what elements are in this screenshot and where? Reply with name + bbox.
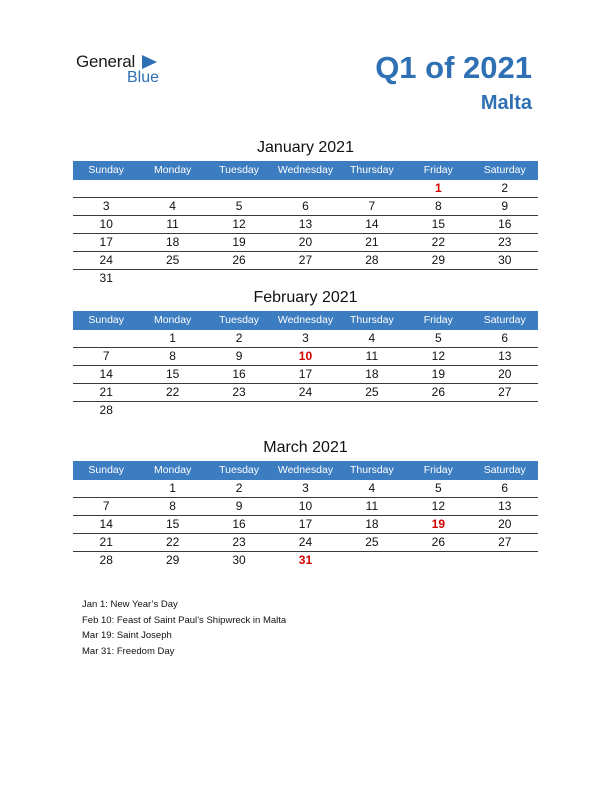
day-cell: [139, 180, 205, 197]
holiday-entry: Feb 10: Feast of Saint Paul’s Shipwreck in Malta: [82, 614, 287, 626]
day-cell: 24: [298, 385, 313, 399]
day-cell: [339, 270, 405, 287]
day-cell: 14: [99, 517, 113, 531]
day-cell: 21: [99, 535, 113, 549]
day-cell: 6: [501, 331, 509, 345]
day-cell: [206, 270, 272, 287]
day-cell: 22: [431, 235, 445, 249]
day-cell: [206, 402, 272, 419]
holiday-day-cell: 31: [298, 553, 313, 567]
day-cell: 23: [232, 535, 246, 549]
brand-logo: [76, 52, 176, 92]
day-cell: 29: [431, 253, 445, 267]
day-cell: 18: [165, 235, 180, 249]
weekday-label: Saturday: [483, 464, 526, 476]
weekday-label: Saturday: [483, 164, 526, 176]
day-cell: [405, 270, 471, 287]
day-cell: 15: [165, 367, 180, 381]
day-cell: 21: [99, 385, 113, 399]
weekday-header: [73, 461, 538, 480]
day-cell: 14: [99, 367, 113, 381]
week-row: [73, 348, 538, 366]
day-cell: 28: [99, 403, 113, 417]
holiday-list: [82, 597, 286, 659]
day-cell: 11: [365, 349, 379, 363]
day-cell: 5: [434, 331, 442, 345]
weekday-label: Tuesday: [219, 464, 259, 476]
day-cell: 8: [169, 499, 176, 513]
day-cell: 30: [498, 253, 512, 267]
day-cell: 3: [302, 481, 309, 495]
weekday-label: Tuesday: [219, 314, 259, 326]
day-cell: [206, 180, 272, 197]
day-cell: 30: [232, 553, 246, 567]
weekday-label: Tuesday: [219, 164, 259, 176]
month-calendar: [73, 287, 538, 419]
day-cell: [472, 270, 538, 287]
day-cell: 27: [498, 535, 512, 549]
week-row: [73, 330, 538, 348]
day-cell: 16: [232, 367, 246, 381]
holiday-day-cell: 10: [298, 349, 313, 363]
day-cell: 6: [501, 481, 509, 495]
day-cell: 1: [169, 331, 176, 345]
country-subtitle: Malta: [480, 92, 532, 114]
day-cell: 19: [431, 367, 445, 381]
weekday-label: Monday: [153, 464, 192, 476]
day-cell: 15: [431, 217, 445, 231]
holiday-entry: Jan 1: New Year’s Day: [82, 599, 178, 610]
weekday-label: Friday: [423, 314, 453, 326]
week-row: [73, 234, 538, 252]
week-row: [73, 534, 538, 552]
day-cell: 12: [232, 217, 246, 231]
week-row: [73, 480, 538, 498]
day-cell: 2: [235, 481, 243, 495]
week-row: [73, 498, 538, 516]
day-cell: 25: [165, 253, 180, 267]
week-row: [73, 252, 538, 270]
weekday-label: Thursday: [350, 164, 394, 176]
logo-general-text: General: [76, 52, 136, 71]
logo-triangle-icon: [142, 55, 157, 69]
day-cell: 22: [165, 535, 180, 549]
week-row: [73, 216, 538, 234]
day-cell: [73, 330, 139, 347]
weekday-label: Monday: [153, 164, 192, 176]
day-cell: 2: [501, 181, 509, 195]
month-title: February 2021: [253, 289, 358, 306]
day-cell: 11: [166, 217, 179, 231]
day-cell: 25: [365, 535, 379, 549]
day-cell: 29: [165, 553, 180, 567]
day-cell: 5: [235, 199, 243, 213]
day-cell: 26: [431, 385, 445, 399]
day-cell: [73, 180, 139, 197]
day-cell: 7: [102, 499, 110, 513]
weekday-label: Monday: [153, 314, 192, 326]
week-row: [73, 402, 538, 419]
day-cell: 7: [368, 199, 376, 213]
day-cell: 21: [365, 235, 379, 249]
day-cell: 4: [368, 481, 376, 495]
day-cell: 3: [102, 199, 110, 213]
day-cell: 3: [302, 331, 309, 345]
week-row: [73, 366, 538, 384]
day-cell: 27: [498, 385, 512, 399]
day-cell: 9: [235, 499, 243, 513]
day-cell: 4: [368, 331, 376, 345]
day-cell: [272, 180, 338, 197]
week-row: [73, 198, 538, 216]
day-cell: 12: [431, 349, 445, 363]
week-row: [73, 180, 538, 198]
day-cell: 6: [302, 199, 309, 213]
day-cell: [272, 270, 338, 287]
day-cell: 24: [99, 253, 113, 267]
day-cell: [73, 480, 139, 497]
weekday-label: Saturday: [483, 314, 526, 326]
day-cell: 16: [232, 517, 246, 531]
page-title: Q1 of 2021: [375, 50, 532, 85]
day-cell: [472, 402, 538, 419]
weekday-header: [73, 161, 538, 180]
day-cell: [405, 552, 471, 569]
holiday-entry: Mar 19: Saint Joseph: [82, 630, 172, 641]
day-cell: [472, 552, 538, 569]
day-cell: 7: [102, 349, 110, 363]
day-cell: 9: [501, 199, 509, 213]
weekday-label: Wednesday: [277, 314, 334, 326]
day-cell: 13: [298, 217, 313, 231]
day-cell: 17: [298, 517, 313, 531]
day-cell: 1: [169, 481, 176, 495]
day-cell: 20: [498, 517, 512, 531]
weekday-label: Thursday: [350, 314, 394, 326]
holiday-day-cell: 1: [434, 181, 442, 195]
day-cell: 31: [99, 271, 113, 285]
day-cell: [139, 270, 205, 287]
weekday-header: [73, 311, 538, 330]
weekday-label: Friday: [423, 464, 453, 476]
day-cell: 13: [498, 349, 512, 363]
day-cell: 26: [431, 535, 445, 549]
weekday-label: Sunday: [88, 314, 125, 326]
day-cell: 8: [169, 349, 176, 363]
day-cell: 27: [298, 253, 313, 267]
day-cell: 10: [298, 499, 313, 513]
holiday-entry: Mar 31: Freedom Day: [82, 645, 175, 657]
week-row: [73, 516, 538, 534]
day-cell: 23: [232, 385, 246, 399]
day-cell: [339, 180, 405, 197]
day-cell: 17: [298, 367, 313, 381]
weekday-label: Friday: [423, 164, 453, 176]
weekday-label: Sunday: [88, 164, 125, 176]
weekday-label: Sunday: [88, 464, 125, 476]
day-cell: 28: [365, 253, 379, 267]
day-cell: 17: [99, 235, 113, 249]
day-cell: 26: [232, 253, 246, 267]
day-cell: 14: [365, 217, 379, 231]
day-cell: [405, 402, 471, 419]
day-cell: 8: [434, 199, 442, 213]
day-cell: 25: [365, 385, 379, 399]
day-cell: 13: [498, 499, 512, 513]
day-cell: 24: [298, 535, 313, 549]
day-cell: 5: [434, 481, 442, 495]
month-title: January 2021: [257, 139, 354, 156]
week-row: [73, 384, 538, 402]
week-row: [73, 270, 538, 287]
day-cell: 20: [498, 367, 512, 381]
day-cell: [339, 402, 405, 419]
day-cell: 28: [99, 553, 113, 567]
month-calendar: [73, 137, 538, 287]
day-cell: 19: [232, 235, 246, 249]
day-cell: 4: [169, 199, 176, 213]
day-cell: [139, 402, 205, 419]
day-cell: 9: [235, 349, 243, 363]
day-cell: 23: [498, 235, 512, 249]
day-cell: 12: [431, 499, 445, 513]
day-cell: 15: [165, 517, 180, 531]
day-cell: 20: [298, 235, 313, 249]
day-cell: 10: [99, 217, 113, 231]
day-cell: 11: [365, 499, 379, 513]
day-cell: [272, 402, 338, 419]
day-cell: [339, 552, 405, 569]
day-cell: 2: [235, 331, 243, 345]
weekday-label: Thursday: [350, 464, 394, 476]
day-cell: 18: [365, 517, 379, 531]
month-calendar: [73, 437, 538, 569]
weekday-label: Wednesday: [277, 164, 334, 176]
day-cell: 22: [165, 385, 180, 399]
week-row: [73, 552, 538, 569]
day-cell: 18: [365, 367, 379, 381]
weekday-label: Wednesday: [277, 464, 334, 476]
month-title: March 2021: [263, 439, 348, 456]
logo-blue-text: Blue: [127, 69, 160, 86]
day-cell: 16: [498, 217, 512, 231]
holiday-day-cell: 19: [431, 517, 445, 531]
